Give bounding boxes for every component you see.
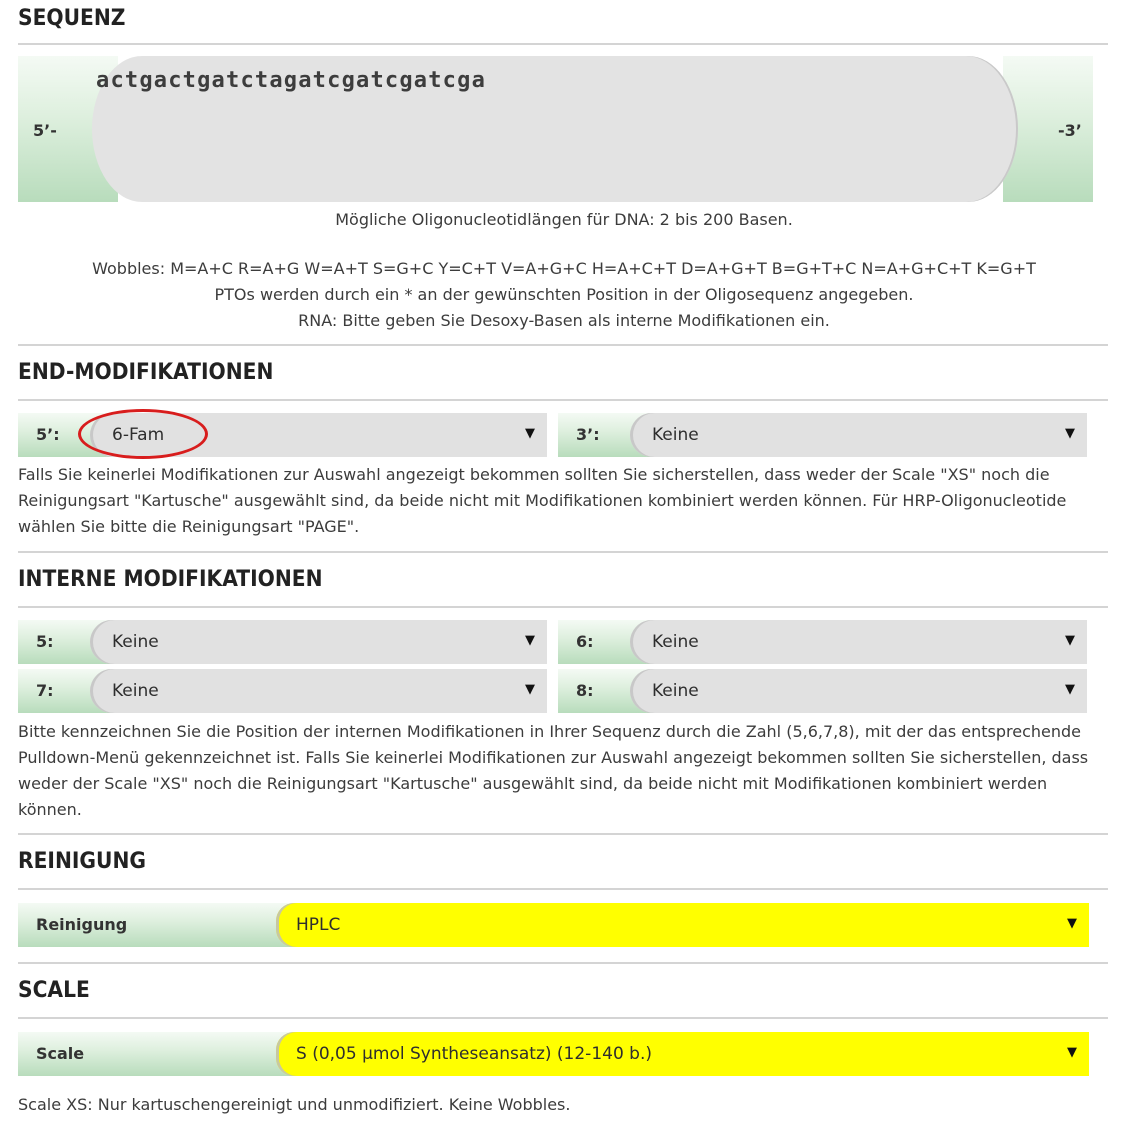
scale-select[interactable] — [18, 1032, 1089, 1076]
chevron-down-icon: ▼ — [525, 682, 535, 697]
section-heading-reinigung: REINIGUNG — [18, 849, 147, 874]
intern-mod-8-select[interactable] — [558, 669, 1087, 713]
chevron-down-icon: ▼ — [1065, 426, 1075, 441]
divider — [18, 551, 1108, 553]
sequence-value: actgactgatctagatcgatcgatcga — [96, 68, 487, 93]
divider — [18, 888, 1108, 890]
chevron-down-icon: ▼ — [525, 633, 535, 648]
intern-mod-7-select[interactable] — [18, 669, 547, 713]
divider — [18, 43, 1108, 45]
purification-select[interactable] — [18, 903, 1089, 947]
divider — [18, 606, 1108, 608]
prime5-label: 5’- — [33, 121, 57, 140]
intern-mod-7-value: Keine — [112, 681, 159, 701]
purification-value: HPLC — [296, 915, 341, 935]
scale-label: Scale — [36, 1044, 85, 1063]
section-heading-end-mod: END-MODIFIKATIONEN — [18, 360, 274, 385]
end-mod-3-select[interactable] — [558, 413, 1087, 457]
divider — [18, 1017, 1108, 1019]
purification-label: Reinigung — [36, 915, 128, 934]
intern-mod-note: Bitte kennzeichnen Sie die Position der internen Modifikationen in Ihrer Sequenz durch die Zahl (5,6,7,8), mit der das entsprechende Pulldown-Menü gekennzeichnet ist. Falls Sie keinerlei Modifikationen zur Auswahl angezeigt bekommen sollten Sie sicherstellen, dass weder der Scale "XS" noch die Reinigungsart "Kartusche" ausgewählt sind, da beide nicht mit Modifikationen kombiniert werden können. — [18, 722, 1089, 819]
intern-mod-6-select[interactable] — [558, 620, 1087, 664]
intern-mod-6-label: 6: — [576, 632, 594, 651]
divider — [18, 399, 1108, 401]
intern-mod-5-select[interactable] — [18, 620, 547, 664]
scale-value: S (0,05 µmol Syntheseansatz) (12-140 b.) — [296, 1044, 652, 1064]
intern-mod-8-label: 8: — [576, 681, 594, 700]
intern-mod-5-label: 5: — [36, 632, 54, 651]
divider — [18, 833, 1108, 835]
scale-note: Scale XS: Nur kartuschengereinigt und unmodifiziert. Keine Wobbles. — [18, 1095, 571, 1114]
rna-info: RNA: Bitte geben Sie Desoxy-Basen als interne Modifikationen ein. — [298, 311, 830, 330]
end-mod-3-value: Keine — [652, 425, 699, 445]
end-mod-5-value: 6-Fam — [112, 425, 165, 445]
ptos-info: PTOs werden durch ein * an der gewünschten Position in der Oligosequenz angegeben. — [214, 285, 914, 304]
chevron-down-icon: ▼ — [1067, 916, 1077, 931]
end-mod-3-label: 3’: — [576, 425, 600, 444]
intern-mod-5-value: Keine — [112, 632, 159, 652]
section-heading-sequenz: SEQUENZ — [18, 6, 126, 31]
intern-mod-6-value: Keine — [652, 632, 699, 652]
divider — [18, 962, 1108, 964]
length-info: Mögliche Oligonucleotidlängen für DNA: 2 bis 200 Basen. — [335, 210, 793, 229]
chevron-down-icon: ▼ — [1065, 682, 1075, 697]
intern-mod-7-label: 7: — [36, 681, 54, 700]
section-heading-intern-mod: INTERNE MODIFIKATIONEN — [18, 567, 323, 592]
chevron-down-icon: ▼ — [1065, 633, 1075, 648]
intern-mod-8-value: Keine — [652, 681, 699, 701]
chevron-down-icon: ▼ — [1067, 1045, 1077, 1060]
divider — [18, 344, 1108, 346]
section-heading-scale: SCALE — [18, 978, 90, 1003]
end-mod-note: Falls Sie keinerlei Modifikationen zur Auswahl angezeigt bekommen sollten Sie sicherstellen, dass weder der Scale "XS" noch die Reinigungsart "Kartusche" ausgewählt sind, da beide nicht mit Modifikationen kombiniert werden können. Für HRP-Oligonucleotide wählen Sie bitte die Reinigungsart "PAGE". — [18, 465, 1067, 536]
end-mod-5-label: 5’: — [36, 425, 60, 444]
chevron-down-icon: ▼ — [525, 426, 535, 441]
prime3-label: -3’ — [1058, 121, 1082, 140]
annotation-circle — [78, 409, 208, 459]
wobbles-info: Wobbles: M=A+C R=A+G W=A+T S=G+C Y=C+T V=A+G+C H=A+C+T D=A+G+T B=G+T+C N=A+G+C+T K=G+T — [92, 259, 1036, 278]
